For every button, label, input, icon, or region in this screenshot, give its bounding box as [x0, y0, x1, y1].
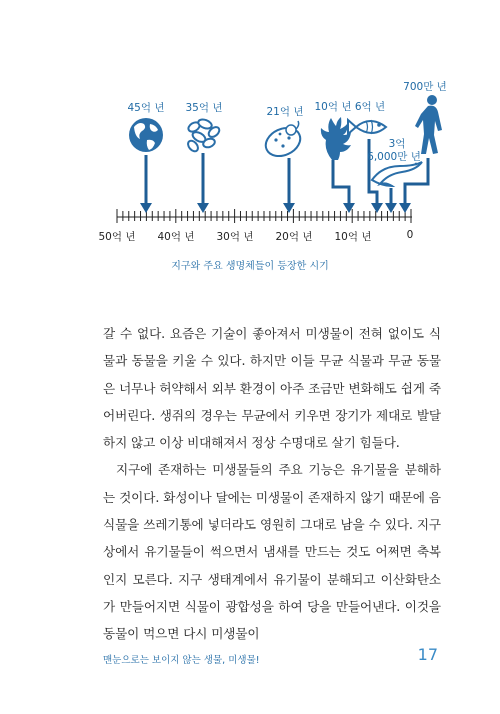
event-label-bacteria: 35억 년: [185, 102, 223, 114]
figure-caption: 지구와 주요 생명체들이 등장한 시기: [171, 261, 329, 272]
paragraph-2: 지구에 존재하는 미생물들의 주요 기능은 유기물을 분해하는 것이다. 화성이나 달에는 미생물이 존재하지 않기 때문에 음식물을 쓰레기통에 넣더라도 영원히 그대로 남을 수 있다. 지구 상에서 유기물들이 썩으면서 냄새를 만드는 것도 어쩌면 축복인지 모른다. 지구 생태계에서 유기물이 분해되고 이산화탄소가 만들어지면 식물이 광합성을 하여 당을 만들어낸다. 이것을 동물이 먹으면 다시 미생물이: [103, 462, 441, 642]
event-label-human: 700만 년: [403, 81, 447, 93]
axis-label-0: 0: [406, 229, 414, 241]
event-label-lizard-line1: 3억: [388, 138, 406, 150]
fish-icon: [348, 120, 386, 134]
axis-label-20: 20억 년: [275, 231, 313, 243]
timeline-graphic: [0, 0, 500, 290]
seaweed-arrow: [333, 160, 349, 205]
axis-label-50: 50억 년: [98, 231, 136, 243]
lizard-arrowhead: [385, 203, 397, 213]
paragraph-1: 갈 수 없다. 요즘은 기술이 좋아져서 미생물이 전혀 없이도 식물과 동물을 키울 수 있다. 하지만 이들 무균 식물과 무균 동물은 너무나 허약해서 외부 환경이 아주 조금만 변화해도 쉽게 죽어버린다. 생쥐의 경우는 무균에서 키우면 장기가 제대로 발달하지 않고 이상 비대해져서 정상 수명대로 살기 힘들다.: [103, 326, 441, 451]
bacteria-icon: [186, 118, 221, 153]
human-arrowhead: [399, 203, 411, 213]
timeline-figure: [0, 0, 500, 290]
timeline-ticks: [117, 209, 411, 223]
body-text: [103, 320, 441, 648]
earth-arrowhead: [140, 203, 152, 213]
axis-label-40: 40억 년: [157, 231, 195, 243]
seaweed-icon: [321, 117, 351, 160]
axis-label-30: 30억 년: [216, 231, 254, 243]
cell-icon: [261, 121, 305, 161]
lizard-icon: [372, 162, 422, 186]
human-icon: [415, 95, 442, 154]
event-label-seaweed: 10억 년: [314, 101, 352, 113]
page-number: 17: [417, 645, 438, 664]
event-label-earth: 45억 년: [127, 102, 165, 114]
bacteria-arrowhead: [197, 203, 209, 213]
event-label-fish: 6억 년: [354, 101, 386, 113]
axis-label-10: 10억 년: [334, 231, 372, 243]
event-label-lizard-line2: 6,000만 년: [367, 151, 421, 163]
seaweed-arrowhead: [343, 203, 355, 213]
running-footer-title: 맨눈으로는 보이지 않는 생물, 미생물!: [103, 655, 260, 666]
earth-icon: [129, 118, 163, 152]
event-label-cell: 21억 년: [266, 106, 304, 118]
